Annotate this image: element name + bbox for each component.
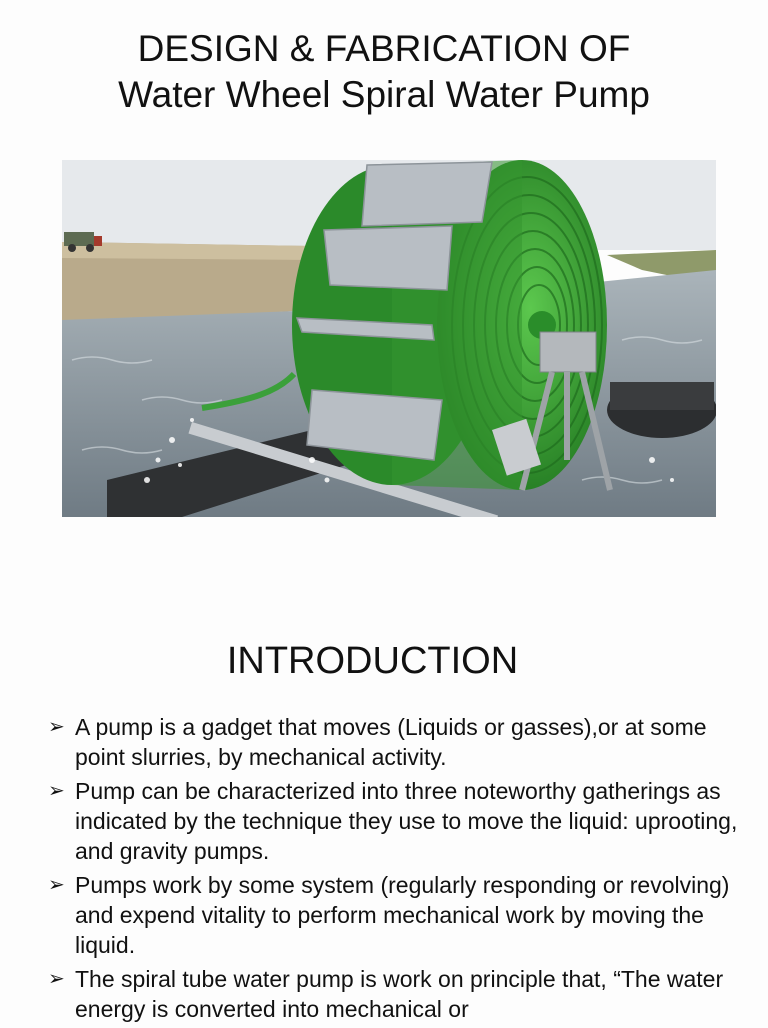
section-heading-introduction: INTRODUCTION	[226, 640, 519, 682]
title-line-2: Water Wheel Spiral Water Pump	[118, 74, 650, 115]
arrow-bullet-icon: ➢	[48, 780, 65, 802]
list-item	[48, 712, 748, 772]
bullet-text: Pump can be characterized into three noteworthy gatherings as indicated by the technique they use to move the liquid: uprooting, and gravity pumps.	[75, 778, 738, 864]
arrow-bullet-icon: ➢	[48, 968, 65, 990]
list-item	[48, 776, 748, 866]
spiral-pump-photo	[62, 160, 716, 517]
bullet-text: A pump is a gadget that moves (Liquids or gasses),or at some point slurries, by mechanical activity.	[75, 714, 707, 770]
list-item	[48, 964, 748, 1024]
document-title	[0, 26, 768, 118]
bullet-text: The spiral tube water pump is work on principle that, “The water energy is converted into mechanical or	[75, 966, 724, 1022]
bullet-text: Pumps work by some system (regularly responding or revolving) and expend vitality to perform mechanical work by moving the liquid.	[75, 872, 730, 958]
list-item	[48, 870, 748, 960]
arrow-bullet-icon: ➢	[48, 874, 65, 896]
introduction-bullet-list	[48, 712, 748, 1028]
arrow-bullet-icon: ➢	[48, 716, 65, 738]
title-line-1: DESIGN & FABRICATION OF	[137, 28, 631, 69]
